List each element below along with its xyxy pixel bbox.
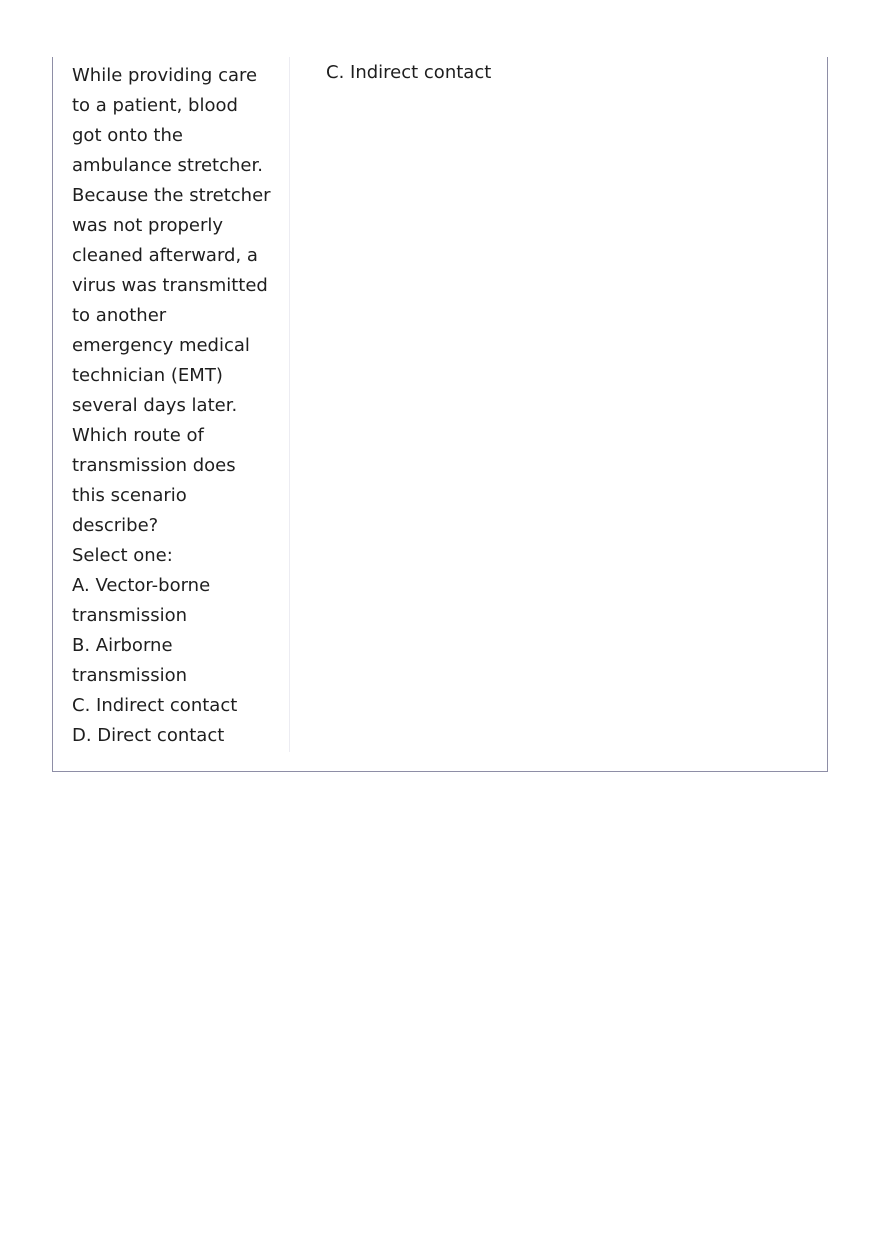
answer-cell <box>326 58 806 88</box>
option-b: B. Airborne transmission <box>72 635 187 686</box>
question-text: While providing care to a patient, blood got onto the ambulance stretcher. Because the stretcher was not properly cleaned afterward, a virus was transmitted to another emergency medical technician (EMT) several days later. Which route of transmission does this scenario describe? <box>72 65 271 536</box>
option-d: D. Direct contact <box>72 725 225 746</box>
select-prompt: Select one: <box>72 545 173 566</box>
answer-text: C. Indirect contact <box>326 62 492 83</box>
column-divider <box>289 57 290 752</box>
question-cell <box>72 61 272 751</box>
option-c: C. Indirect contact <box>72 695 238 716</box>
option-a: A. Vector-borne transmission <box>72 575 211 626</box>
question-answer-table <box>52 57 828 772</box>
